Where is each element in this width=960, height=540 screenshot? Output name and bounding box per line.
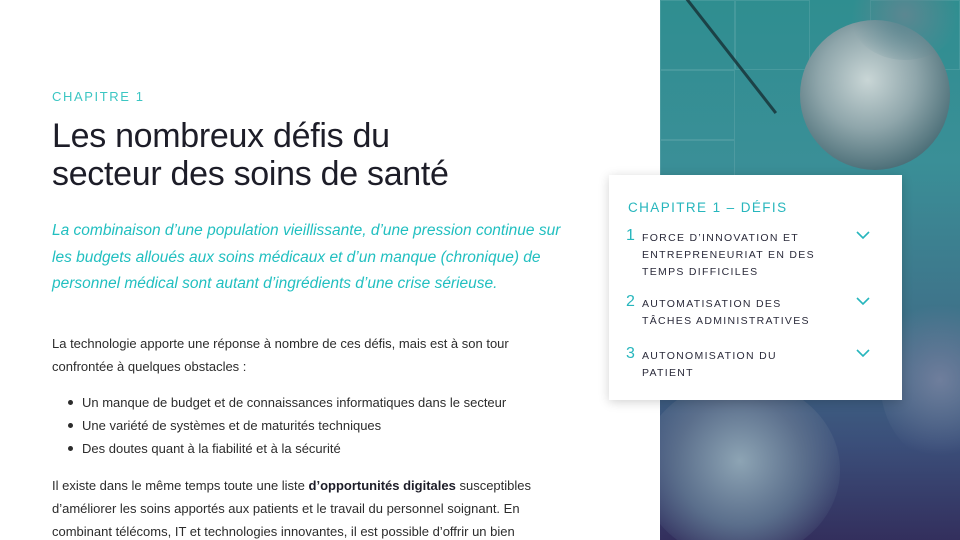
- toc-item-automation[interactable]: [626, 293, 888, 332]
- ceiling-tile: [735, 0, 810, 70]
- page-title-line-1: Les nombreux défis du: [52, 117, 390, 155]
- chapter-eyebrow: CHAPITRE 1: [52, 89, 145, 104]
- chapter-content: [52, 0, 612, 540]
- lead-paragraph: La combinaison d’une population vieillissante, d’une pression continue sur les budgets alloués aux soins médicaux et d’un manque (chronique) de personnel médical sont autant d’ingrédients d’une crise sérieuse.: [52, 222, 561, 292]
- list-item: Des doutes quant à la fiabilité et à la sécurité: [68, 437, 568, 460]
- toc-item-number: 3: [626, 345, 635, 362]
- chevron-down-icon[interactable]: [856, 296, 870, 306]
- obstacles-list: [68, 391, 568, 460]
- opportunities-text-after: susceptibles d’améliorer les soins apportés aux patients et le travail du personnel soignant. En combinant télécoms, IT et technologies innovantes, il est possible d’offrir un bien: [52, 478, 532, 539]
- toc-item-label: FORCE D’INNOVATION ET ENTREPRENEURIAT EN DES TEMPS DIFFICILES: [642, 232, 815, 278]
- opportunities-highlight: d’opportunités digitales: [308, 478, 456, 493]
- list-item: Un manque de budget et de connaissances informatiques dans le secteur: [68, 391, 568, 414]
- intro-paragraph: La technologie apporte une réponse à nombre de ces défis, mais est à son tour confrontée à quelques obstacles :: [52, 336, 509, 374]
- surgeon-hands-shape: [660, 380, 840, 540]
- toc-item-number: 2: [626, 293, 635, 310]
- opportunities-text-before: Il existe dans le même temps toute une liste: [52, 478, 309, 493]
- toc-item-empowerment[interactable]: [626, 345, 888, 384]
- toc-item-label: AUTOMATISATION DES TÂCHES ADMINISTRATIVES: [642, 298, 810, 327]
- list-item: Une variété de systèmes et de maturités techniques: [68, 414, 568, 437]
- page-title: [52, 117, 572, 193]
- ceiling-tile: [660, 70, 735, 140]
- toc-item-number: 1: [626, 227, 635, 244]
- toc-item-label: AUTONOMISATION DU PATIENT: [642, 350, 777, 379]
- toc-item-innovation[interactable]: [626, 227, 888, 282]
- opportunities-paragraph: [52, 474, 572, 540]
- page-title-line-2: secteur des soins de santé: [52, 155, 449, 193]
- chapter-toc-card: [609, 175, 902, 400]
- chevron-down-icon[interactable]: [856, 230, 870, 240]
- toc-title: CHAPITRE 1 – DÉFIS: [628, 200, 788, 215]
- chevron-down-icon[interactable]: [856, 348, 870, 358]
